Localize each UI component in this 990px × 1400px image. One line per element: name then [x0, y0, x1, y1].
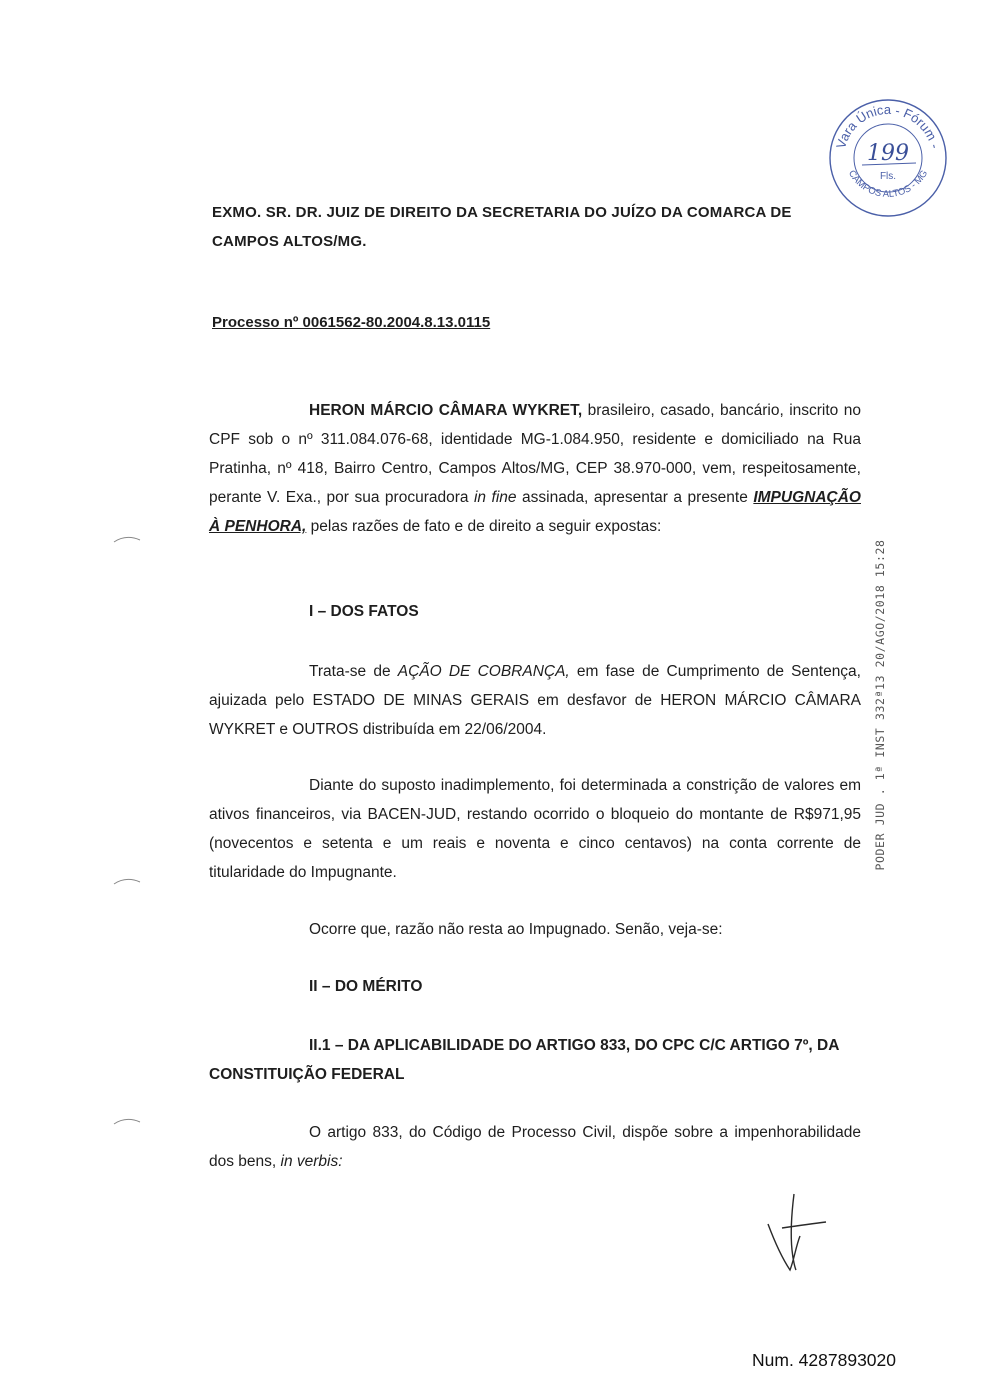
scan-mark	[112, 1112, 142, 1132]
impugnacao-title: IMPUGNAÇÃO À PENHORA,	[209, 489, 861, 535]
addressee-header	[212, 198, 867, 256]
process-number: Processo nº 0061562-80.2004.8.13.0115	[212, 314, 491, 331]
party-name: HERON MÁRCIO CÂMARA WYKRET,	[309, 402, 583, 419]
intro-text-1: brasileiro, casado, bancário, inscrito no CPF sob o nº 311.084.076-68, identidade MG-1.084.950, residente e domiciliado na Rua Pratinha, nº 418, Bairro Centro, Campos Altos/MG, CEP 38.970-000, vem, respeitosamente, perante V. Exa., por sua procuradora	[209, 402, 861, 506]
acao-cobranca-text: AÇÃO DE COBRANÇA,	[397, 663, 570, 680]
court-protocol-stamp	[868, 540, 892, 870]
document-number: Num. 4287893020	[752, 1350, 896, 1370]
fatos-paragraph-1: Trata-se de AÇÃO DE COBRANÇA, em fase de Cumprimento de Sentença, ajuizada pelo ESTADO DE MINAS GERAIS em desfavor de HERON MÁRCIO CÂMARA WYKRET e OUTROS distribuída em 22/06/2004.	[209, 663, 861, 738]
fatos-paragraph-3: Ocorre que, razão não resta ao Impugnado. Senão, veja-se:	[309, 921, 723, 938]
merito-paragraph-1: O artigo 833, do Código de Processo Civil, dispõe sobre a impenhorabilidade dos bens, in verbis:	[209, 1124, 861, 1170]
section-heading-fatos: I – DOS FATOS	[309, 603, 419, 620]
seal-bottom-text: CAMPOS ALTOS - MG	[845, 168, 931, 200]
scan-mark	[112, 530, 142, 550]
handwritten-rubric	[760, 1190, 830, 1275]
seal-page-number: 199	[867, 141, 909, 166]
intro-text-3: pelas razões de fato e de direito a seguir expostas:	[306, 518, 662, 535]
fatos-paragraph-2: Diante do suposto inadimplemento, foi determinada a constrição de valores em ativos financeiros, via BACEN-JUD, restando ocorrido o bloqueio do montante de R$971,95 (novecentos e setenta e um reais e noventa e cinco centavos) na conta corrente de titularidade do Impugnante.	[209, 777, 861, 881]
seal-top-text: Vara Única - Fórum -	[833, 101, 943, 151]
protocol-stamp-text: PODER JUD . 1ª INST 332ª13 20/AGO/2018 15:28	[873, 539, 887, 871]
intro-paragraph	[209, 396, 861, 541]
scan-mark	[112, 872, 142, 892]
subsection-heading-artigo-833: II.1 – DA APLICABILIDADE DO ARTIGO 833, DO CPC C/C ARTIGO 7º, DA CONSTITUIÇÃO FEDERAL	[209, 1037, 839, 1083]
section-heading-merito: II – DO MÉRITO	[309, 978, 423, 995]
seal-label: Fls.	[879, 171, 897, 182]
in-fine-text: in fine	[473, 489, 517, 506]
header-line-1: EXMO. SR. DR. JUIZ DE DIREITO DA SECRETARIA DO JUÍZO DA COMARCA DE	[212, 204, 792, 221]
header-line-2: CAMPOS ALTOS/MG.	[212, 233, 367, 250]
in-verbis-text: in verbis:	[280, 1153, 343, 1170]
intro-text-2: assinada, apresentar a presente	[516, 489, 754, 506]
